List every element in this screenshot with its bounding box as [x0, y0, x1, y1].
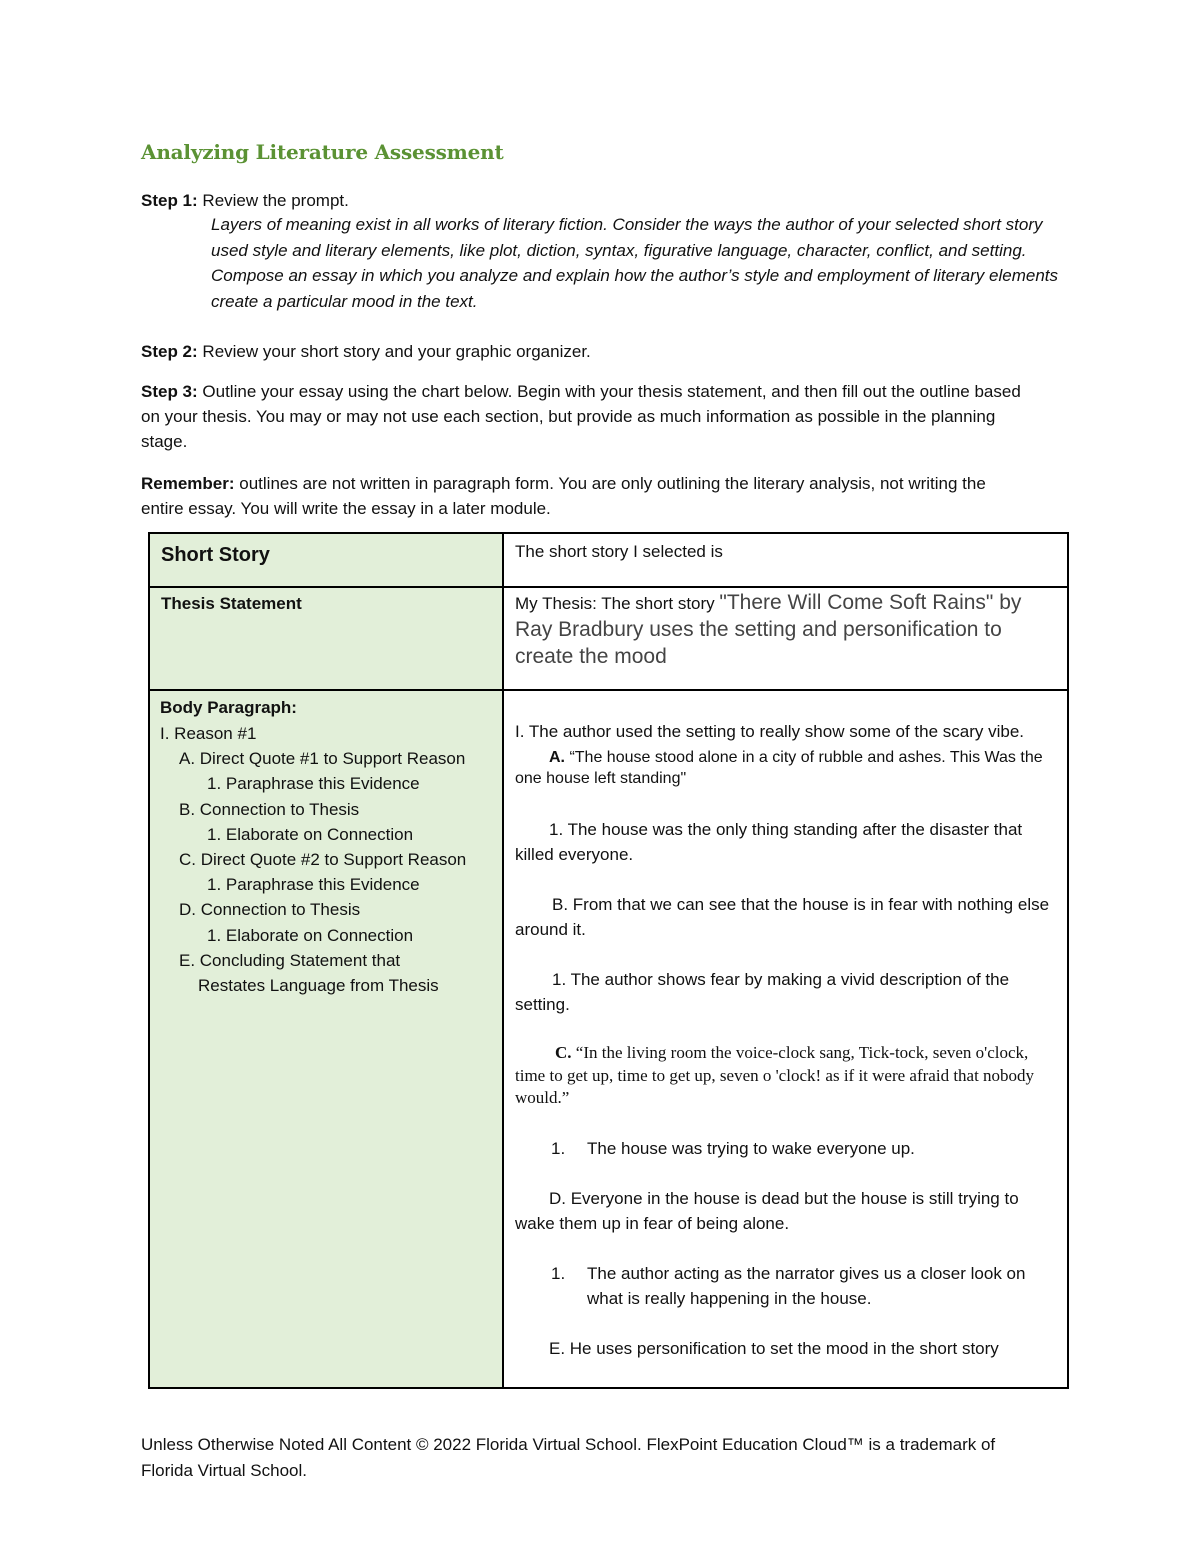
step3-paragraph	[141, 379, 1021, 454]
prompt-text: Layers of meaning exist in all works of literary fiction. Consider the ways the author of your selected short story used style and literary elements, like plot, diction, syntax, figurative language, character, conflict, and setting. Compose an essay in which you analyze and explain how the author’s style and employment of literary elements create a particular mood in the text.	[211, 215, 1059, 311]
quote-c	[515, 1042, 1053, 1110]
quote-a-label: A.	[549, 749, 570, 766]
body-outline-cell	[149, 690, 503, 1388]
outline-item: E. Concluding Statement that	[179, 950, 401, 970]
d-line: D. Everyone in the house is dead but the house is still trying to wake them up in fear of being alone.	[515, 1188, 1019, 1233]
step1-label: Step 1:	[141, 191, 198, 210]
d1-number: 1.	[551, 1263, 566, 1283]
outline-item: 1. Elaborate on Connection	[207, 824, 414, 844]
thesis-label-cell	[149, 587, 503, 690]
c1-line	[515, 1136, 1053, 1161]
thesis-prefix: My Thesis: The short story	[515, 594, 720, 613]
e-line: E. He uses personification to set the mood in the short story	[549, 1338, 999, 1358]
short-story-value: The short story I selected is	[515, 542, 723, 561]
b-line: B. From that we can see that the house is in fear with nothing else around it.	[515, 895, 1050, 939]
thesis-value-cell[interactable]	[503, 587, 1068, 690]
remember-label: Remember:	[141, 474, 235, 493]
outline-item: 1. Paraphrase this Evidence	[207, 774, 420, 794]
thesis-content	[504, 588, 1067, 670]
copyright-footer: Unless Otherwise Noted All Content © 2022 Florida Virtual School. FlexPoint Education Cloud™ is a trademark of Florida Virtual School.	[141, 1435, 996, 1480]
d1-line	[515, 1261, 1053, 1311]
step2-label: Step 2:	[141, 342, 198, 361]
step2-text: Review your short story and your graphic organizer.	[197, 342, 591, 361]
remember-text: outlines are not written in paragraph form. You are only outlining the literary analysis, not writing the entire essay. You will write the essay in a later module.	[141, 474, 986, 518]
outline-item: B. Connection to Thesis	[179, 799, 360, 819]
short-story-label: Short Story	[161, 544, 270, 566]
outline-item: Restates Language from Thesis	[198, 976, 439, 996]
quote-c-text: “In the living room the voice-clock sang, Tick-tock, seven o'clock, time to get up, time to get up, seven o 'clock! as if it were afraid that nobody would.”	[515, 1043, 1035, 1107]
thesis-value: "There Will Come Soft Rains" by Ray Bradbury uses the setting and personification to create the mood	[515, 591, 1022, 668]
thesis-label: Thesis Statement	[161, 594, 302, 613]
c1-number: 1.	[551, 1138, 566, 1158]
a1-line: 1. The house was the only thing standing after the disaster that killed everyone.	[515, 820, 1023, 864]
step1-line	[141, 188, 1041, 213]
quote-a	[515, 747, 1053, 789]
outline-item: A. Direct Quote #1 to Support Reason	[179, 749, 466, 769]
body-outline	[150, 691, 502, 998]
step3-text: Outline your essay using the chart below. Begin with your thesis statement, and then fill out the outline based on your thesis. You may or may not use each section, but provide as much information as possible in the planning stage.	[141, 382, 1021, 451]
outline-item: 1. Elaborate on Connection	[207, 925, 414, 945]
page-title: Analyzing Literature Assessment	[141, 140, 504, 164]
outline-item: D. Connection to Thesis	[179, 900, 361, 920]
body-response	[504, 691, 1067, 1361]
step3-label: Step 3:	[141, 382, 198, 401]
reason-line: I. The author used the setting to really show some of the scary vibe.	[515, 722, 1025, 741]
body-response-cell[interactable]	[503, 690, 1068, 1388]
short-story-row	[149, 533, 1068, 587]
outline-item: 1. Paraphrase this Evidence	[207, 875, 420, 895]
outline-table	[148, 532, 1069, 1389]
outline-item: I. Reason #1	[160, 724, 257, 743]
short-story-label-cell	[149, 533, 503, 587]
short-story-value-cell[interactable]	[503, 533, 1068, 587]
outline-item: C. Direct Quote #2 to Support Reason	[179, 850, 467, 870]
quote-c-label: C.	[555, 1043, 576, 1062]
c1-text: The house was trying to wake everyone up.	[587, 1138, 915, 1158]
body-paragraph-row	[149, 690, 1068, 1388]
step2-line	[141, 339, 1041, 364]
d1-text: The author acting as the narrator gives us a closer look on what is really happening in the house.	[587, 1263, 1026, 1308]
remember-paragraph	[141, 471, 1021, 521]
body-paragraph-label: Body Paragraph:	[160, 698, 297, 717]
step1-text: Review the prompt.	[197, 191, 349, 210]
quote-a-text: “The house stood alone in a city of rubble and ashes. This Was the one house left standing"	[515, 749, 1043, 787]
thesis-row	[149, 587, 1068, 690]
b1-line: 1. The author shows fear by making a vivid description of the setting.	[515, 970, 1010, 1014]
